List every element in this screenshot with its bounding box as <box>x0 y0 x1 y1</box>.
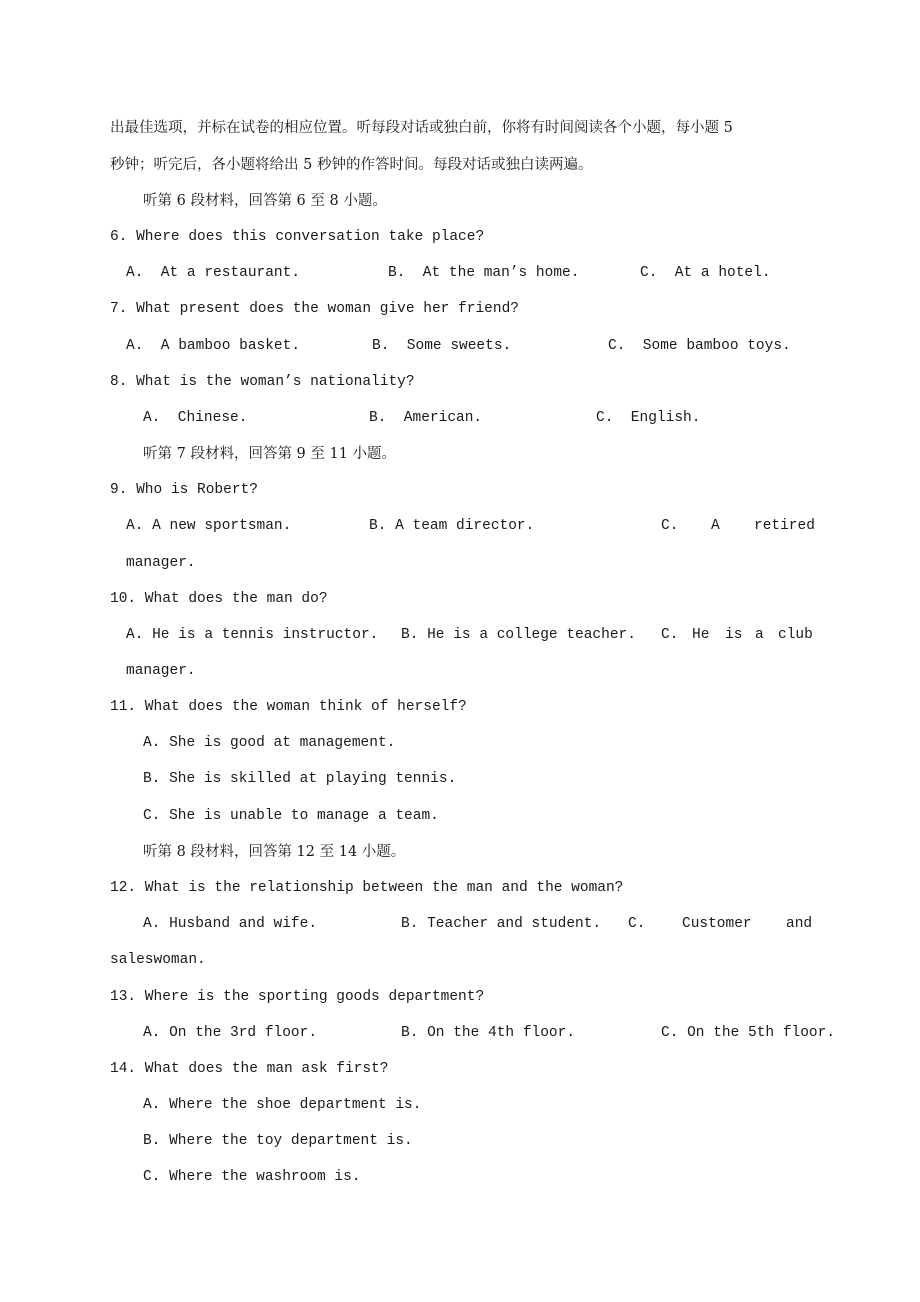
section-heading-8: 听第 8 段材料，回答第 12 至 14 小题。 <box>143 844 406 860</box>
question-12-stem: 12. What is the relationship between the man and the woman? <box>110 880 624 896</box>
question-12-option-b: B. Teacher and student. <box>401 916 602 932</box>
question-14-option-a: A. Where the shoe department is. <box>143 1097 422 1113</box>
question-12-option-c-cont: saleswoman. <box>110 952 206 968</box>
question-9-option-b: B. A team director. <box>369 518 535 534</box>
question-13-option-a: A. On the 3rd floor. <box>143 1025 318 1041</box>
question-7-option-b: B. Some sweets. <box>372 338 512 354</box>
question-6-stem: 6. Where does this conversation take place? <box>110 229 485 245</box>
question-8-option-b: B. American. <box>369 410 483 426</box>
question-12-option-a: A. Husband and wife. <box>143 916 318 932</box>
question-6-option-b: B. At the man’s home. <box>388 265 580 281</box>
question-12-option-c-word-1: Customer <box>682 916 752 932</box>
question-10-option-c-cont: manager. <box>126 663 196 679</box>
question-11-option-a: A. She is good at management. <box>143 735 396 751</box>
question-11-option-c: C. She is unable to manage a team. <box>143 808 439 824</box>
question-10-option-b: B. He is a college teacher. <box>401 627 636 643</box>
question-9-stem: 9. Who is Robert? <box>110 482 258 498</box>
question-7-option-a: A. A bamboo basket. <box>126 338 301 354</box>
intro-line-1: 出最佳选项，并标在试卷的相应位置。听每段对话或独白前，你将有时间阅读各个小题，每小题 5 <box>110 120 733 136</box>
question-10-option-c-word-4: club <box>778 627 813 643</box>
question-9-option-c-label: C. <box>661 518 679 534</box>
question-10-option-c-word-1: He <box>692 627 710 643</box>
question-6-option-a: A. At a restaurant. <box>126 265 301 281</box>
question-8-stem: 8. What is the woman’s nationality? <box>110 374 415 390</box>
question-7-option-c: C. Some bamboo toys. <box>608 338 791 354</box>
question-14-option-c: C. Where the washroom is. <box>143 1169 361 1185</box>
question-10-stem: 10. What does the man do? <box>110 591 328 607</box>
question-13-stem: 13. Where is the sporting goods department? <box>110 989 485 1005</box>
question-10-option-c-word-2: is <box>725 627 743 643</box>
question-6-option-c: C. At a hotel. <box>640 265 771 281</box>
section-heading-7: 听第 7 段材料，回答第 9 至 11 小题。 <box>143 446 397 462</box>
section-heading-6: 听第 6 段材料，回答第 6 至 8 小题。 <box>143 193 387 209</box>
question-11-stem: 11. What does the woman think of herself? <box>110 699 467 715</box>
question-12-option-c-word-2: and <box>786 916 813 932</box>
question-9-option-a: A. A new sportsman. <box>126 518 292 534</box>
question-9-option-c-cont: manager. <box>126 555 196 571</box>
intro-line-2: 秒钟；听完后，各小题将给出 5 秒钟的作答时间。每段对话或独白读两遍。 <box>110 157 593 173</box>
question-9-option-c-word-2: retired <box>754 518 815 534</box>
question-10-option-a: A. He is a tennis instructor. <box>126 627 379 643</box>
question-10-option-c-label: C. <box>661 627 679 643</box>
question-11-option-b: B. She is skilled at playing tennis. <box>143 771 457 787</box>
question-8-option-a: A. Chinese. <box>143 410 248 426</box>
question-10-option-c-word-3: a <box>755 627 764 643</box>
question-12-option-c-label: C. <box>628 916 646 932</box>
question-13-option-c: C. On the 5th floor. <box>661 1025 836 1041</box>
question-7-stem: 7. What present does the woman give her friend? <box>110 301 519 317</box>
question-8-option-c: C. English. <box>596 410 701 426</box>
question-13-option-b: B. On the 4th floor. <box>401 1025 576 1041</box>
question-14-option-b: B. Where the toy department is. <box>143 1133 413 1149</box>
question-9-option-c-word-1: A <box>711 518 720 534</box>
question-14-stem: 14. What does the man ask first? <box>110 1061 389 1077</box>
